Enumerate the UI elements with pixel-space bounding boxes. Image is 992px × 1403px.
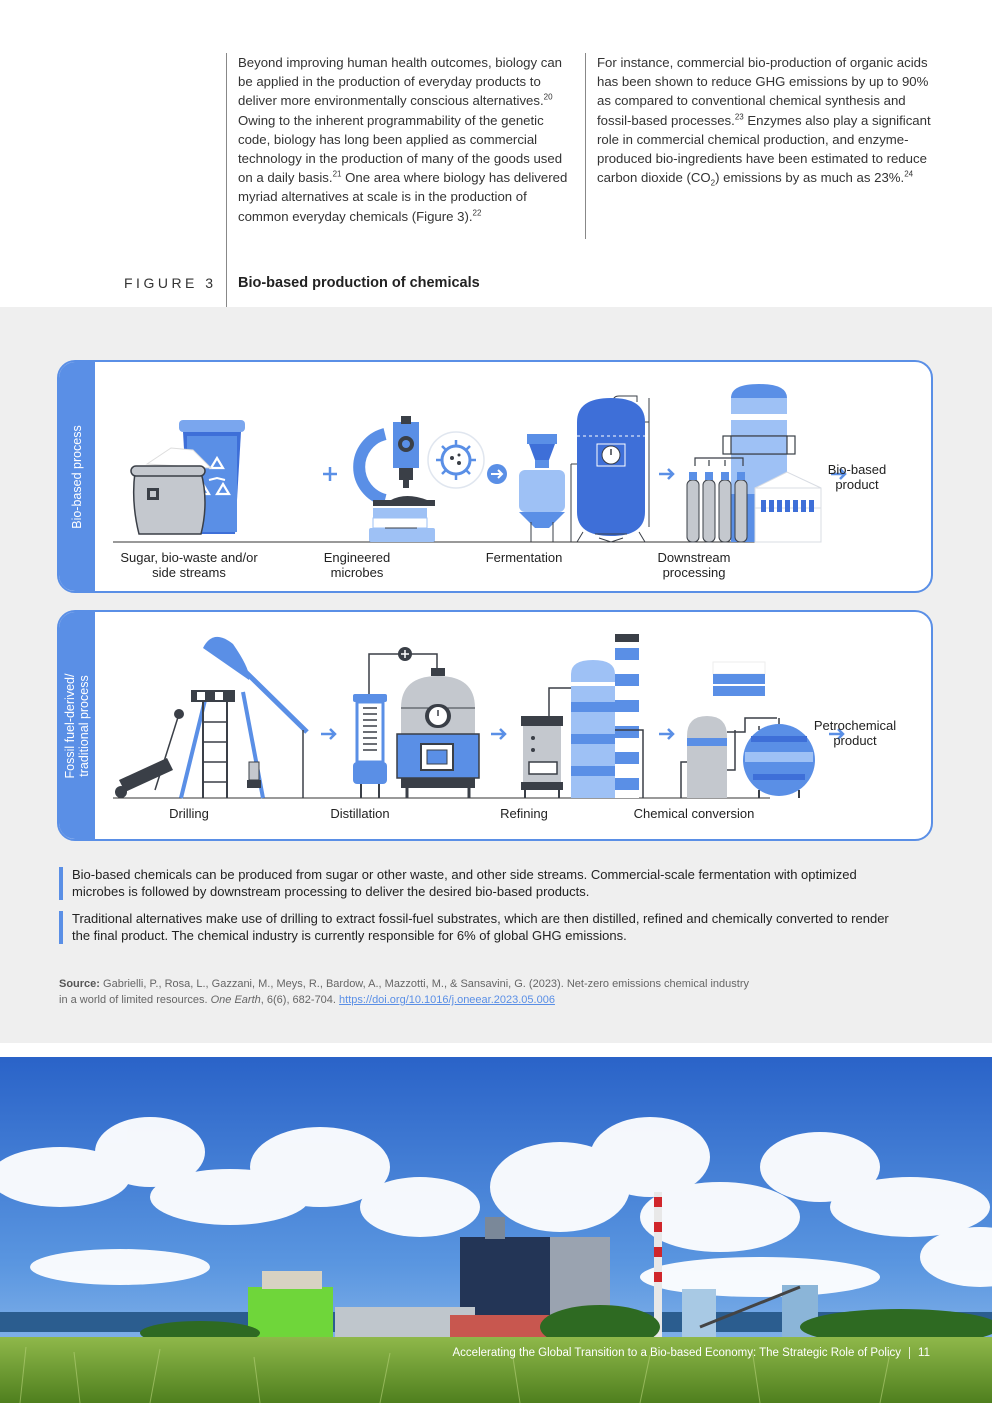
- refinery-chimney-icon: [615, 634, 643, 798]
- arrow-right-icon: [659, 469, 673, 479]
- step-label-downstream: Downstream processing: [657, 550, 731, 580]
- bio-process-sidebar: [59, 362, 95, 591]
- step-label-chemical-conversion: Chemical conversion: [633, 806, 755, 821]
- fermentation-tank-icon: [571, 396, 649, 542]
- plus-icon: [323, 467, 337, 481]
- bio-process-box: [57, 360, 933, 593]
- arrow-right-icon: [321, 729, 335, 739]
- page-footer: [453, 1347, 930, 1359]
- figure-label: FIGURE 3: [124, 275, 217, 291]
- distillation-boiler-icon: [397, 668, 479, 798]
- step-label-refining: Refining: [500, 806, 548, 821]
- source-doi-link[interactable]: https://doi.org/10.1016/j.oneear.2023.05.006: [339, 994, 555, 1006]
- arrow-right-icon: [491, 729, 505, 739]
- step-label-distillation: Distillation: [330, 806, 390, 821]
- body-text-right: For instance, commercial bio-production of organic acids has been shown to reduce GHG emissions by up to 90% as compared to conventional chemical synthesis and fossil-based processes.$^{23}$ Enzymes also play a significant role in commercial chemical production, and enzyme-produced bio-ingredients have been estimated to reduce carbon dioxide $(CO_2)$ emissions by as much as 23%.$^{24}$: [597, 55, 931, 188]
- arrow-right-circle-icon: [487, 464, 507, 484]
- page-number: 11: [918, 1347, 930, 1360]
- fermenter-hopper-icon: [519, 434, 565, 542]
- microbe-icon: [428, 432, 484, 488]
- bio-process-side-label: Bio-based process: [70, 424, 84, 529]
- fossil-process-box: [57, 610, 933, 841]
- fossil-process-side-label: Fossil fuel-derived/ traditional process: [63, 673, 91, 778]
- column-divider-left: [226, 53, 227, 307]
- column-divider-right: [585, 53, 586, 239]
- step-label-fermentation: Fermentation: [485, 550, 563, 565]
- footer-separator: [909, 1347, 910, 1359]
- figure-source: Source: Gabrielli, P., Rosa, L., Gazzani, M., Meys, R., Bardow, A., Mazzotti, M., & Sansavini, G. (2023). Net-zero emissions chemical industry in a world of limited resources. One Earth, 6(6), 682-704. https://doi.org/10.1016/j.oneear.2023.05.006: [59, 978, 750, 1006]
- figure-note-bio: Bio-based chemicals can be produced from sugar or other waste, and other side streams. Commercial-scale fermentation with optimized microbes is followed by downstream processing to deliver the desired bio-based products.: [59, 867, 899, 900]
- figure-title: Bio-based production of chemicals: [238, 275, 480, 291]
- step-label-microbes: Engineered microbes: [323, 550, 391, 580]
- body-text-left: Beyond improving human health outcomes, biology can be applied in the production of everyday products to deliver more environmentally conscious alternatives.$^{20}$ Owing to the inherent programmability of the genetic code, biology has long been applied as commercial technology in the production of many of the goods used on a daily basis.$^{21}$ One area where biology has delivered myriad alternatives at scale is in the production of common everyday chemicals (Figure 3).$^{22}$: [238, 55, 568, 224]
- fossil-process-sidebar: [59, 612, 95, 839]
- figure-note-fossil: Traditional alternatives make use of drilling to extract fossil-fuel substrates, which are then distilled, refined and chemically converted to render the final product. The chemical industry is currently responsible for 6% of global GHG emissions.: [59, 911, 899, 944]
- refinery-unit-icon: [521, 688, 571, 798]
- bio-based-product-label: Bio-based product: [827, 462, 887, 492]
- sugar-sack-icon: [131, 448, 211, 534]
- pumpjack-icon: [115, 637, 307, 798]
- step-label-drilling: Drilling: [169, 806, 209, 821]
- footer-title: Accelerating the Global Transition to a Bio-based Economy: The Strategic Role of Policy: [452, 1347, 902, 1360]
- refinery-tower-icon: [571, 660, 615, 798]
- microscope-icon: [359, 416, 435, 542]
- step-label-sugar: Sugar, bio-waste and/or side streams: [120, 550, 258, 580]
- arrow-right-icon: [659, 729, 673, 739]
- petrochemical-product-label: Petrochemical product: [813, 718, 897, 748]
